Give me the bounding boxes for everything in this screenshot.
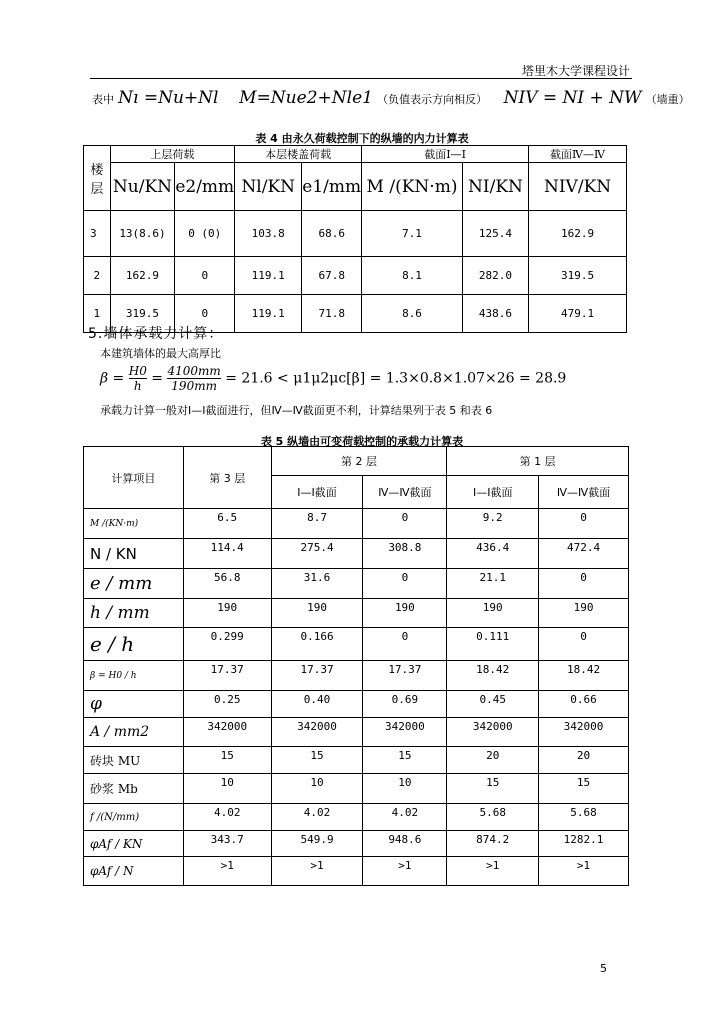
table4-cell: 0 xyxy=(175,257,235,295)
table-row xyxy=(84,857,629,886)
table4-cell: 0 (0) xyxy=(175,211,235,257)
slenderness-equation: β = $\frac{H0}{h}$ = $\frac{4100mm}{190mm}$ = 21.6 < μ1μ2μc[β] = 1.3×0.8×1.07×26 = 28.9 xyxy=(100,364,567,393)
table5-cell: 0.111 xyxy=(447,628,539,661)
table4-caption: 表 4 由永久荷载控制下的纵墙的内力计算表 xyxy=(255,132,469,145)
table-row xyxy=(84,691,629,718)
table5-cell: 15 xyxy=(539,774,629,804)
table5-cell: 0.299 xyxy=(183,628,271,661)
table4-cell: 0 xyxy=(175,295,235,333)
table-row xyxy=(84,257,627,295)
table5-cell: 275.4 xyxy=(271,539,363,569)
table5-cell: 18.42 xyxy=(447,661,539,691)
table5-cell: 20 xyxy=(539,747,629,774)
table5-cell: 436.4 xyxy=(447,539,539,569)
table-row xyxy=(84,718,629,747)
table5-cell: 6.5 xyxy=(183,509,271,539)
table4-cell: 8.1 xyxy=(362,257,463,295)
table5-cell: 17.37 xyxy=(271,661,363,691)
table4-cell: 438.6 xyxy=(462,295,528,333)
eq-num2: 4100mm xyxy=(167,364,221,378)
eq-den1: h xyxy=(133,379,142,393)
table5-cell: 1282.1 xyxy=(539,831,629,857)
table5-cell: 0.45 xyxy=(447,691,539,718)
table4-col-e1: e1/mm xyxy=(302,163,362,211)
section5-line2: 承载力计算一般对Ⅰ—Ⅰ截面进行，但Ⅳ—Ⅳ截面更不利，计算结果列于表 5 和表 6 xyxy=(100,404,493,417)
table4-floor-load-header: 本层楼盖荷载 xyxy=(235,146,362,163)
table5-cell: >1 xyxy=(183,857,271,886)
table4-cell: 162.9 xyxy=(110,257,175,295)
table5-cell: 0 xyxy=(363,569,447,599)
table4-cell: 319.5 xyxy=(529,257,627,295)
table5-sub-header: Ⅳ—Ⅳ截面 xyxy=(539,476,629,509)
table5-cell: 18.42 xyxy=(539,661,629,691)
table4-floor-header: 楼层 xyxy=(84,146,111,211)
table-row xyxy=(84,804,629,831)
table5-floor3-header: 第 3 层 xyxy=(183,447,271,509)
table4-section1-header: 截面Ⅰ—Ⅰ xyxy=(362,146,529,163)
table5-cell: 342000 xyxy=(363,718,447,747)
table4-cell: 319.5 xyxy=(110,295,175,333)
table5-cell: 5.68 xyxy=(539,804,629,831)
table4-cell: 162.9 xyxy=(529,211,627,257)
table-row xyxy=(84,628,629,661)
table5-cell: 874.2 xyxy=(447,831,539,857)
table5-sub-header: Ⅰ—Ⅰ截面 xyxy=(447,476,539,509)
formula-line xyxy=(92,88,690,108)
table5-cell: 4.02 xyxy=(271,804,363,831)
table5-cell: 20 xyxy=(447,747,539,774)
formula-note: （负值表示方向相反） xyxy=(377,93,488,106)
table4 xyxy=(83,145,627,333)
table4-cell: 71.8 xyxy=(302,295,362,333)
table5-caption: 表 5 纵墙由可变荷载控制的承载力计算表 xyxy=(260,435,464,448)
table4-col-m: M /(KN·m) xyxy=(362,163,463,211)
table5-cell: 343.7 xyxy=(183,831,271,857)
table5-cell: 10 xyxy=(183,774,271,804)
table5-row-label: φAf / KN xyxy=(84,831,184,857)
table5-cell: 5.68 xyxy=(447,804,539,831)
table4-cell: 479.1 xyxy=(529,295,627,333)
table5-cell: 190 xyxy=(363,599,447,628)
formula-n-iv: NIV = NI + NW xyxy=(503,88,642,108)
table-row xyxy=(84,661,629,691)
table5-cell: 15 xyxy=(271,747,363,774)
table5-cell: 0.66 xyxy=(539,691,629,718)
table5-cell: 0.25 xyxy=(183,691,271,718)
formula-prefix: 表中 xyxy=(92,93,114,106)
formula-note-wall: （墙重） xyxy=(645,93,690,106)
table5-row-label: β = H0 / h xyxy=(84,661,184,691)
table5-row-label: N / KN xyxy=(84,539,184,569)
table-row xyxy=(84,211,627,257)
table-row xyxy=(84,747,629,774)
table5-row-label: 砖块 MU xyxy=(84,747,184,774)
table5-cell: 0 xyxy=(539,509,629,539)
table4-cell: 13(8.6) xyxy=(110,211,175,257)
table5-cell: 17.37 xyxy=(183,661,271,691)
table-row xyxy=(84,539,629,569)
table5-cell: 0 xyxy=(539,569,629,599)
table5-cell: 15 xyxy=(363,747,447,774)
formula-n-i: Nı =Nu+Nl xyxy=(118,88,219,108)
table5-cell: 190 xyxy=(183,599,271,628)
table5-row-label: φ xyxy=(84,691,184,718)
table5-cell: 56.8 xyxy=(183,569,271,599)
table4-cell: 7.1 xyxy=(362,211,463,257)
table4-cell: 119.1 xyxy=(235,257,302,295)
table5-cell: 8.7 xyxy=(271,509,363,539)
table5-cell: 15 xyxy=(447,774,539,804)
eq-beta: β xyxy=(100,370,109,387)
eq-num1: H0 xyxy=(128,364,147,378)
table4-cell: 282.0 xyxy=(462,257,528,295)
header-divider xyxy=(90,78,632,79)
table5-cell: 15 xyxy=(183,747,271,774)
formula-moment: M=Nue2+Nle1 xyxy=(239,88,373,108)
table5-sub-header: Ⅰ—Ⅰ截面 xyxy=(271,476,363,509)
table5-cell: >1 xyxy=(447,857,539,886)
table5-cell: 308.8 xyxy=(363,539,447,569)
table5-cell: 0.166 xyxy=(271,628,363,661)
table5-cell: 10 xyxy=(271,774,363,804)
table5-row-label: φAf / N xyxy=(84,857,184,886)
table5-cell: 472.4 xyxy=(539,539,629,569)
table5-cell: 342000 xyxy=(539,718,629,747)
table5-cell: 0 xyxy=(363,509,447,539)
table5 xyxy=(83,446,629,886)
table4-cell: 2 xyxy=(84,257,111,295)
table5-cell: 190 xyxy=(271,599,363,628)
eq-rest: = 21.6 < μ1μ2μc[β] = 1.3×0.8×1.07×26 = 28.9 xyxy=(225,370,567,387)
table5-floor1-header: 第 1 层 xyxy=(447,447,629,476)
table5-cell: 21.1 xyxy=(447,569,539,599)
eq-den2: 190mm xyxy=(171,379,217,393)
table5-cell: 9.2 xyxy=(447,509,539,539)
table4-col-nl: Nl/KN xyxy=(235,163,302,211)
table-row xyxy=(84,831,629,857)
table5-cell: >1 xyxy=(363,857,447,886)
table-row xyxy=(84,509,629,539)
section5-title: 5.墙体承载力计算： xyxy=(88,326,224,342)
table4-cell: 8.6 xyxy=(362,295,463,333)
table4-cell: 103.8 xyxy=(235,211,302,257)
table5-cell: 342000 xyxy=(271,718,363,747)
table4-cell: 1 xyxy=(84,295,111,333)
header-title: 塔里木大学课程设计 xyxy=(521,64,630,78)
table5-row-label: h / mm xyxy=(84,599,184,628)
table4-col-niv: NIV/KN xyxy=(529,163,627,211)
table4-upper-load-header: 上层荷载 xyxy=(110,146,235,163)
table5-row-label: f /(N/mm) xyxy=(84,804,184,831)
table5-cell: >1 xyxy=(539,857,629,886)
table5-cell: 31.6 xyxy=(271,569,363,599)
table5-cell: 0 xyxy=(363,628,447,661)
page-number: 5 xyxy=(600,962,607,975)
table-row xyxy=(84,774,629,804)
table5-row-label: M /(KN·m) xyxy=(84,509,184,539)
table5-cell: 549.9 xyxy=(271,831,363,857)
table4-cell: 68.6 xyxy=(302,211,362,257)
table5-cell: 948.6 xyxy=(363,831,447,857)
table5-cell: 114.4 xyxy=(183,539,271,569)
table5-item-header: 计算项目 xyxy=(84,447,184,509)
section5-line1: 本建筑墙体的最大高厚比 xyxy=(100,347,221,360)
table4-col-e2: e2/mm xyxy=(175,163,235,211)
table5-cell: 4.02 xyxy=(363,804,447,831)
table4-cell: 119.1 xyxy=(235,295,302,333)
table-row xyxy=(84,599,629,628)
table5-cell: 10 xyxy=(363,774,447,804)
table5-sub-header: Ⅳ—Ⅳ截面 xyxy=(363,476,447,509)
table5-row-label: A / mm2 xyxy=(84,718,184,747)
table5-cell: 0.40 xyxy=(271,691,363,718)
table5-cell: 190 xyxy=(539,599,629,628)
table5-cell: >1 xyxy=(271,857,363,886)
table5-row-label: e / h xyxy=(84,628,184,661)
table4-cell: 125.4 xyxy=(462,211,528,257)
table5-cell: 190 xyxy=(447,599,539,628)
table4-cell: 67.8 xyxy=(302,257,362,295)
table4-section4-header: 截面Ⅳ—Ⅳ xyxy=(529,146,627,163)
table4-col-ni: NI/KN xyxy=(462,163,528,211)
table5-cell: 17.37 xyxy=(363,661,447,691)
table4-col-nu: Nu/KN xyxy=(110,163,175,211)
table5-cell: 0.69 xyxy=(363,691,447,718)
table5-cell: 342000 xyxy=(183,718,271,747)
table5-row-label: e / mm xyxy=(84,569,184,599)
table5-cell: 0 xyxy=(539,628,629,661)
table5-floor2-header: 第 2 层 xyxy=(271,447,447,476)
table-row xyxy=(84,569,629,599)
table5-cell: 342000 xyxy=(447,718,539,747)
table5-row-label: 砂浆 Mb xyxy=(84,774,184,804)
table5-cell: 4.02 xyxy=(183,804,271,831)
table4-cell: 3 xyxy=(84,211,111,257)
